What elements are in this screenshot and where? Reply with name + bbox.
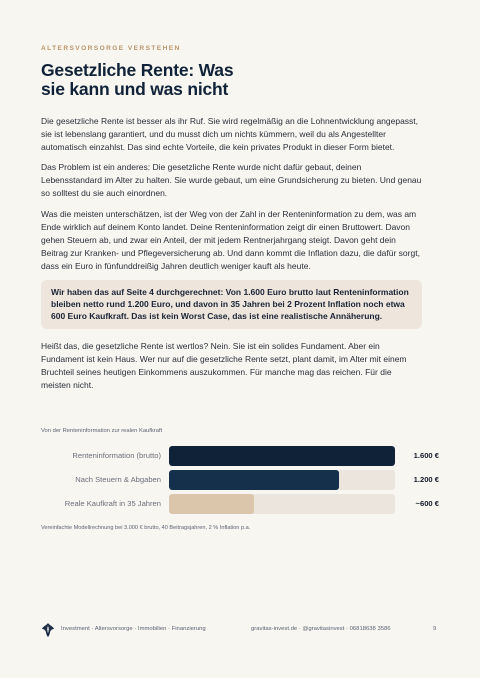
paragraph: Das Problem ist ein anderes: Die gesetzliche Rente wurde nicht dafür gebaut, deinen Lebensstandard im Alter zu halten. Sie wurde gebaut, um eine Grundsicherung zu bieten. Und genau so solltest du sie auch einordnen. [41,162,422,199]
chart-bar-row [41,446,439,466]
phoenix-logo-icon [41,622,55,638]
chart-bar-label: Reale Kaufkraft in 35 Jahren [64,499,161,508]
bar-chart [41,446,439,518]
document-page [41,0,439,678]
chart-bar-label: Renteninformation (brutto) [72,451,161,460]
body-text [41,115,422,399]
chart-bar [169,446,395,466]
page-title [41,61,422,99]
footer-services: Investment · Altersvorsorge · Immobilien · Finanzierung [61,626,206,632]
page-number: 9 [433,626,437,632]
chart-bar-value-label: 1.600 € [413,451,439,460]
chart-bar-track [169,470,395,490]
chart-bar [169,494,254,514]
title-line-1: Gesetzliche Rente: Was [41,60,234,80]
page-footer [41,622,437,638]
footer-contact: gravitas-invest.de · @gravitasinvest · 06818638 3586 [251,626,391,632]
chart-bar-label: Nach Steuern & Abgaben [75,475,161,484]
highlight-callout: Wir haben das auf Seite 4 durchgerechnet: Von 1.600 Euro brutto laut Renteninformation bleiben netto rund 1.200 Euro, und davon in 35 Jahren bei 2 Prozent Inflation noch etwa 600 Euro Kaufkraft. Das ist kein Worst Case, das ist eine realistische Annäherung. [41,280,422,329]
chart-bar-track [169,494,395,514]
paragraph: Die gesetzliche Rente ist besser als ihr Ruf. Sie wird regelmäßig an die Lohnentwicklung angepasst, sie ist lebenslang garantiert, und du musst dich um nichts kümmern, weil du als Angestellter automatisch einzahlst. Das sind echte Vorteile, die kein privates Produkt in dieser Form bietet. [41,116,419,153]
section-eyebrow: ALTERSVORSORGE VERSTEHEN [41,45,181,52]
chart-bar-value-label: ~600 € [415,499,439,508]
title-line-2: sie kann und was nicht [41,79,229,99]
chart-bar [169,470,339,490]
chart-caption: Von der Renteninformation zur realen Kaufkraft [41,428,163,434]
chart-bar-row [41,494,439,514]
chart-bar-value-label: 1.200 € [413,475,439,484]
chart-footnote: Vereinfachte Modellrechnung bei 3.000 € brutto, 40 Beitragsjahren, 2 % Inflation p.a. [41,525,251,531]
paragraph-closing: Heißt das, die gesetzliche Rente ist wertlos? Nein. Sie ist ein solides Fundament. Aber ein Fundament ist kein Haus. Wer nur auf die gesetzliche Rente setzt, plant damit, im Alter mit einem Bruchteil seines heutigen Einkommens auszukommen. Für manche mag das reichen. Für die meisten nicht. [41,340,407,390]
chart-bar-track [169,446,395,466]
paragraph: Was die meisten unterschätzen, ist der Weg von der Zahl in der Renteninformation zu dem, was am Ende wirklich auf deinem Konto landet. Deine Renteninformation zeigt dir einen Bruttowert. Davon gehen Steuern ab, und zwar ein Anteil, der mit jedem Rentnerjahrgang steigt. Davon geht dein Beitrag zur Kranken- und Pflegeversicherung ab. Und dann kommt die Inflation dazu, die dafür sorgt, dass ein Euro in fünfunddreißig Jahren deutlich weniger kauft als heute. [41,208,420,271]
chart-bar-row [41,470,439,490]
